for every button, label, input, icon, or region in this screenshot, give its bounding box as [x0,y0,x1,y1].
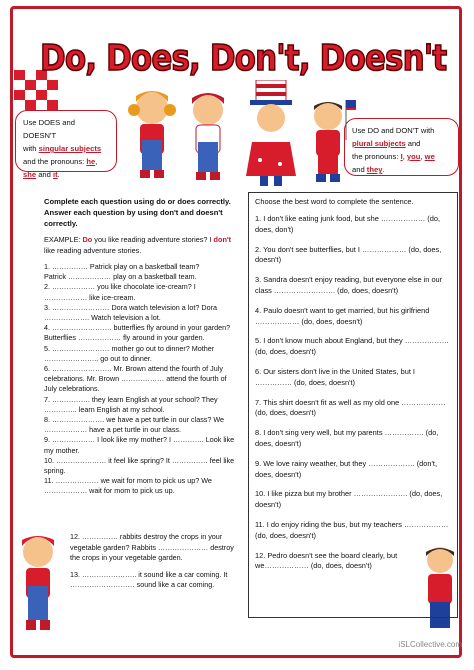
does-doesnt-rule-bubble [15,110,117,179]
kid-figure [128,91,176,178]
singular-subjects-label: singular subjects [38,144,102,153]
choice-item: 2. You don't see butterflies, but I ……………… (do, does, doesn't) [255,244,442,265]
bubble-line: Use DO and DON'T with [352,126,435,135]
choice-item: 8. I don't sing very well, but my parents ……………. (do, does, doesn't) [255,428,439,448]
bubble-line: plural subjects and [352,139,421,148]
bubble-line: she and it. [23,170,60,179]
kid-figure-bottom [12,528,64,648]
exercise-item: 3. …………………… Dora watch television a lot? Dora ………………. Watch television a lot. [44,302,217,323]
kid-figure [314,100,356,182]
kid-figure [192,93,224,180]
exercise-item: 4. ……………………. butterflies fly around in your garden? Butterflies ……………… fly around in your garden. [44,323,231,343]
left-instructions: Complete each question using do or does correctly. Answer each question by using don't and doesn't correctly. [44,197,231,228]
bubble-line: with singular subjects [23,144,102,153]
exercise-item: 12. …………… rabbits destroy the crops in your vegetable garden? Rabbits ………………… destroy the crops in your vegetable garden. [70,532,234,563]
exercise-choose-column [248,192,458,618]
exercise-item: 6. ……………………. Mr. Brown attend the fourth of July celebrations. Mr. Brown ……………… attend the fourth of July celebrations. [44,364,227,394]
choice-item: 3. Sandra doesn't enjoy reading, but everyone else in our class ……………………. (do, does, doesn't) [255,275,443,295]
choice-item: 9. We love rainy weather, but they ………………. (don't, does, doesn't) [255,458,438,479]
right-instructions: Choose the best word to complete the sentence. [255,197,414,206]
exercise-item: 1. …………… Patrick play on a basketball team? [44,262,200,271]
exercise-item: Patrick ……………… play on a basketball team. [44,272,197,282]
exercise-item: 2. ……………… you like chocolate ice-cream? I ……………… like ice-cream. [44,282,196,302]
example-sentence: EXAMPLE: Do you like reading adventure stories? I don't like reading adventure stories. [44,235,232,255]
exercise-item: 8. …………………. we have a pet turtle in our class? We ……………… have a pet turtle in our class. [44,415,225,435]
exercise-item: 9. ……………… I look like my mother? I …………. Look like my mother. [44,435,235,455]
left-exercise-bottom-list [70,532,240,597]
choice-item: 6. Our sisters don't live in the United States, but I …………… (do, does, doesn't) [255,366,415,387]
site-watermark: iSLCollective.com [398,640,462,649]
cartoon-kids-illustration [120,80,356,200]
left-exercise-list [44,262,236,497]
exercise-item: 10. ………………… it feel like spring? It …………… feel like spring. [44,455,235,476]
worksheet-title: Do, Does, Don't, Doesn't [40,38,447,79]
choice-item: 10. I like pizza but my brother …………………. (do, does, doesn't) [255,489,443,510]
bubble-line: and the pronouns: he, [23,157,98,166]
choice-item: 5. I don't know much about England, but they ……………… (do, does, doesn't) [255,336,450,357]
bubble-line: Use DOES and DOESN'T [23,118,75,140]
bubble-line: and they. [352,165,385,174]
exercise-item: 13. ………………….. it sound like a car coming. It ……………………… sound like a car coming. [70,569,228,590]
exercise-item: 11. ……………… we wait for mom to pick us up? We ……………… wait for mom to pick us up. [44,476,212,496]
choice-item: 7. This shirt doesn't fit as well as my old one ……………… (do, does, doesn't) [255,397,446,418]
choice-item: 12. Pedro doesn't see the board clearly, but we……………… (do, does, doesn't) [255,550,398,571]
choice-item: 4. Paulo doesn't want to get married, but his girlfriend ……………… (do, does, doesn't) [255,305,430,326]
plural-subjects-label: plural subjects [352,139,406,148]
do-dont-rule-bubble [344,118,459,176]
kid-figure [246,80,296,186]
choice-item: 11. I do enjoy riding the bus, but my teachers ……………… (do, does, doesn't) [255,519,449,540]
choice-item: 1. I don't like eating junk food, but she ……………… (do, does, don't) [255,214,441,234]
exercise-item: 7. ……………. they learn English at your school? They ………….. learn English at my school. [44,394,218,414]
bubble-line: the pronouns: I, you, we [352,152,435,161]
exercise-item: 5. …………………… mother go out to dinner? Mother ………………….. go out to dinner. [44,343,215,363]
